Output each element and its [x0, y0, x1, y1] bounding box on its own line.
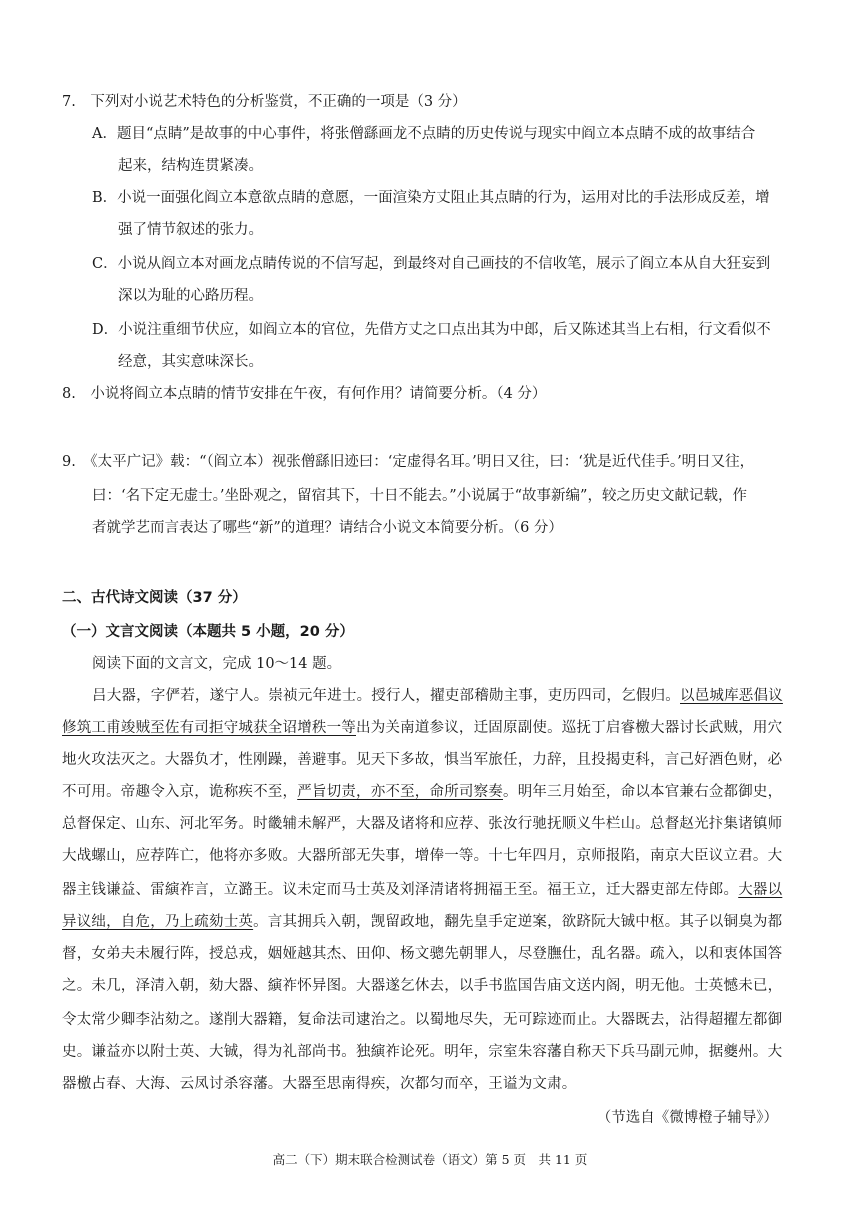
passage-line: 修筑工甫竣贼至佐有司拒守城获全诏增秩一等出为关南道参议，迁固原副使。巡抚丁启睿檄大器讨长武贼，用穴: [62, 720, 783, 736]
underlined-sentence: 严旨切责，亦不至，命所司察奏: [297, 784, 504, 800]
option-b-line-2: 强了情节叙述的张力。: [118, 222, 263, 238]
option-c-line-2: 深以为耻的心路历程。: [118, 288, 263, 304]
passage-line: 器主钱谦益、雷縯祚言，立潞王。议未定而马士英及刘泽清诸将拥福王至。福王立，迁大器吏部左侍郎。大器以: [62, 882, 783, 898]
underlined-sentence: 异议绌，自危，乃上疏劾士英: [62, 914, 254, 930]
question-8-stem: 8. 小说将阎立本点睛的情节安排在午夜，有何作用？请简要分析。（4 分）: [62, 386, 547, 402]
underlined-sentence: 修筑工甫竣贼至佐有司拒守城获全诏增秩一等: [62, 720, 356, 736]
passage-line: 不可用。帝趣令入京，诡称疾不至，严旨切责，亦不至，命所司察奏。明年三月始至，命以本官兼右佥都御史，: [62, 784, 783, 800]
passage-line: 史。谦益亦以附士英、大铖，得为礼部尚书。独縯祚论死。明年，宗室朱容藩自称天下兵马副元帅，据夔州。大: [62, 1044, 783, 1060]
page-footer: 高二（下）期末联合检测试卷（语文）第 5 页 共 11 页: [272, 1152, 588, 1167]
passage-line: 督，女弟夫未履行阵，授总戎，姻娅越其杰、田仰、杨文骢先朝罪人，尽登膴仕，乱名器。疏入，以和衷体国答: [62, 946, 783, 962]
option-a-line-1: A．题目“点睛”是故事的中心事件，将张僧繇画龙不点睛的历史传说与现实中阎立本点睛不成的故事结合: [92, 126, 756, 142]
underlined-sentence: 以邑城库恶倡议: [680, 688, 783, 704]
section-title: 二、古代诗文阅读（37 分）: [62, 590, 247, 606]
option-c-line-1: C．小说从阎立本对画龙点睛传说的不信写起，到最终对自己画技的不信收笔，展示了阎立本从自大狂妄到: [92, 256, 771, 272]
passage-line: 之。未几，泽清入朝，劾大器、縯祚怀异图。大器遂乞休去，以手书监国告庙文送内阁，明无他。士英憾未已，: [62, 978, 783, 994]
underlined-sentence: 大器以: [738, 882, 783, 898]
option-b-line-1: B．小说一面强化阎立本意欲点睛的意愿，一面渲染方丈阻止其点睛的行为，运用对比的手法形成反差，增: [92, 190, 770, 206]
option-d-line-2: 经意，其实意味深长。: [118, 354, 263, 370]
passage-line: 异议绌，自危，乃上疏劾士英。言其拥兵入朝，觊留政地，翻先皇手定逆案，欲跻阮大铖中枢。其子以铜臭为都: [62, 914, 783, 930]
passage-line: 总督保定、山东、河北军务。时畿辅未解严，大器及诸将和应荐、张汝行驰抚顺义牛栏山。总督赵光抃集诸镇师: [62, 816, 783, 832]
passage-line: 吕大器，字俨若，遂宁人。崇祯元年进士。授行人，擢吏部稽勋主事，吏历四司，乞假归。以邑城库恶倡议: [92, 688, 783, 704]
passage-line: 地火攻法灭之。大器负才，性刚躁，善避事。见天下多故，惧当军旅任，力辞，且投揭吏科，言己好酒色财，必: [62, 752, 783, 768]
option-d-line-1: D．小说注重细节伏应，如阎立本的官位，先借方丈之口点出其为中郎，后又陈述其当上右相，行文看似不: [92, 322, 771, 338]
question-9-line-1: 9. 《太平广记》载：“（阎立本）视张僧繇旧迹曰：‘定虚得名耳。’明日又往，曰：‘犹是近代佳手。’明日又往，: [62, 454, 755, 470]
question-9-line-2: 曰：‘名下定无虚士。’坐卧观之，留宿其下，十日不能去。”小说属于“故事新编”，较之历史文献记载，作: [92, 488, 747, 504]
question-9-line-3: 者就学艺而言表达了哪些“新”的道理？请结合小说文本简要分析。（6 分）: [92, 520, 563, 536]
passage-line: 器檄占春、大海、云凤讨杀容藩。大器至思南得疾，次都匀而卒，王谥为文肃。: [62, 1076, 577, 1092]
instruction: 阅读下面的文言文，完成 10～14 题。: [92, 656, 342, 672]
option-a-line-2: 起来，结构连贯紧凑。: [118, 158, 263, 174]
subsection-title: （一）文言文阅读（本题共 5 小题，20 分）: [62, 624, 354, 640]
passage-line: 令太常少卿李沾劾之。遂削大器籍，复命法司逮治之。以蜀地尽失，无可踪迹而止。大器既去，沾得超擢左都御: [62, 1012, 783, 1028]
question-7-stem: 7. 下列对小说艺术特色的分析鉴赏，不正确的一项是（3 分）: [62, 94, 467, 110]
passage-line: 大战螺山，应荐阵亡，他将亦多败。大器所部无失事，增俸一等。十七年四月，京师报陷，南京大臣议立君。大: [62, 848, 783, 864]
source-citation: （节选自《微博橙子辅导》）: [596, 1110, 778, 1126]
